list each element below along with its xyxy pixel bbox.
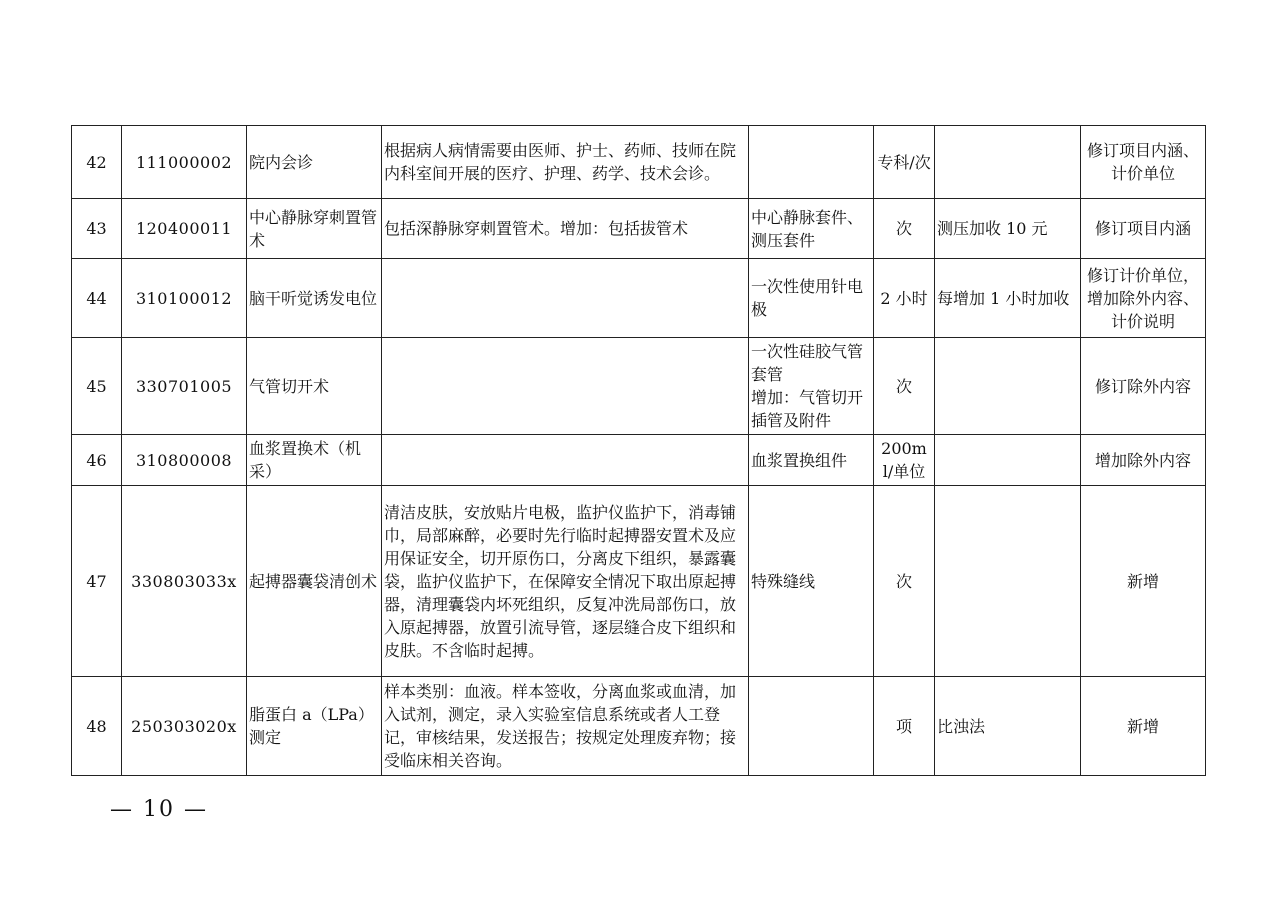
code-cell: 120400011 bbox=[122, 199, 247, 259]
note-cell: 增加除外内容 bbox=[1081, 435, 1206, 486]
unit-cell: 次 bbox=[874, 338, 935, 435]
description-cell: 比浊法 bbox=[935, 677, 1081, 776]
name-cell: 起搏器囊袋清创术 bbox=[247, 486, 382, 677]
exclusions-cell: 中心静脉套件、测压套件 bbox=[749, 199, 874, 259]
content-cell: 包括深静脉穿刺置管术。增加：包括拔管术 bbox=[382, 199, 749, 259]
name-cell: 脂蛋白 a（LPa）测定 bbox=[247, 677, 382, 776]
unit-cell: 项 bbox=[874, 677, 935, 776]
table-row bbox=[72, 126, 1206, 199]
table-row bbox=[72, 199, 1206, 259]
exclusions-cell: 一次性硅胶气管套管 增加：气管切开插管及附件 bbox=[749, 338, 874, 435]
name-cell: 血浆置换术（机采） bbox=[247, 435, 382, 486]
content-cell bbox=[382, 259, 749, 338]
code-cell: 111000002 bbox=[122, 126, 247, 199]
name-cell: 气管切开术 bbox=[247, 338, 382, 435]
exclusions-cell: 特殊缝线 bbox=[749, 486, 874, 677]
seq-cell: 47 bbox=[72, 486, 122, 677]
seq-cell: 45 bbox=[72, 338, 122, 435]
name-cell: 脑干听觉诱发电位 bbox=[247, 259, 382, 338]
description-cell bbox=[935, 126, 1081, 199]
table-row bbox=[72, 338, 1206, 435]
content-cell: 清洁皮肤，安放贴片电极，监护仪监护下，消毒铺巾，局部麻醉，必要时先行临时起搏器安置术及应用保证安全，切开原伤口，分离皮下组织，暴露囊袋，监护仪监护下，在保障安全情况下取出原起搏器，清理囊袋内坏死组织，反复冲洗局部伤口，放入原起搏器，放置引流导管，逐层缝合皮下组织和皮肤。不含临时起搏。 bbox=[382, 486, 749, 677]
content-cell: 样本类别：血液。样本签收，分离血浆或血清，加入试剂，测定，录入实验室信息系统或者人工登记，审核结果，发送报告；按规定处理废弃物；接受临床相关咨询。 bbox=[382, 677, 749, 776]
table-row bbox=[72, 435, 1206, 486]
name-cell: 中心静脉穿刺置管术 bbox=[247, 199, 382, 259]
name-cell: 院内会诊 bbox=[247, 126, 382, 199]
description-cell: 每增加 1 小时加收 bbox=[935, 259, 1081, 338]
exclusions-cell: 血浆置换组件 bbox=[749, 435, 874, 486]
unit-cell: 次 bbox=[874, 199, 935, 259]
seq-cell: 48 bbox=[72, 677, 122, 776]
seq-cell: 46 bbox=[72, 435, 122, 486]
unit-cell: 专科/次 bbox=[874, 126, 935, 199]
note-cell: 新增 bbox=[1081, 486, 1206, 677]
note-cell: 修订项目内涵、计价单位 bbox=[1081, 126, 1206, 199]
unit-cell: 2 小时 bbox=[874, 259, 935, 338]
unit-cell: 次 bbox=[874, 486, 935, 677]
description-cell bbox=[935, 435, 1081, 486]
page-number: — 10 — bbox=[110, 797, 208, 822]
note-cell: 修订除外内容 bbox=[1081, 338, 1206, 435]
description-cell bbox=[935, 338, 1081, 435]
code-cell: 330803033x bbox=[122, 486, 247, 677]
exclusions-cell: 一次性使用针电极 bbox=[749, 259, 874, 338]
seq-cell: 43 bbox=[72, 199, 122, 259]
table-row bbox=[72, 259, 1206, 338]
note-cell: 修订计价单位，增加除外内容、计价说明 bbox=[1081, 259, 1206, 338]
exclusions-cell bbox=[749, 126, 874, 199]
description-cell: 测压加收 10 元 bbox=[935, 199, 1081, 259]
pricing-table bbox=[71, 125, 1206, 776]
description-cell bbox=[935, 486, 1081, 677]
content-cell bbox=[382, 338, 749, 435]
seq-cell: 42 bbox=[72, 126, 122, 199]
table-row bbox=[72, 677, 1206, 776]
table-body bbox=[72, 126, 1206, 776]
seq-cell: 44 bbox=[72, 259, 122, 338]
code-cell: 310800008 bbox=[122, 435, 247, 486]
content-cell: 根据病人病情需要由医师、护士、药师、技师在院内科室间开展的医疗、护理、药学、技术会诊。 bbox=[382, 126, 749, 199]
note-cell: 新增 bbox=[1081, 677, 1206, 776]
note-cell: 修订项目内涵 bbox=[1081, 199, 1206, 259]
code-cell: 330701005 bbox=[122, 338, 247, 435]
content-cell bbox=[382, 435, 749, 486]
code-cell: 250303020x bbox=[122, 677, 247, 776]
table-row bbox=[72, 486, 1206, 677]
exclusions-cell bbox=[749, 677, 874, 776]
code-cell: 310100012 bbox=[122, 259, 247, 338]
unit-cell: 200ml/单位 bbox=[874, 435, 935, 486]
